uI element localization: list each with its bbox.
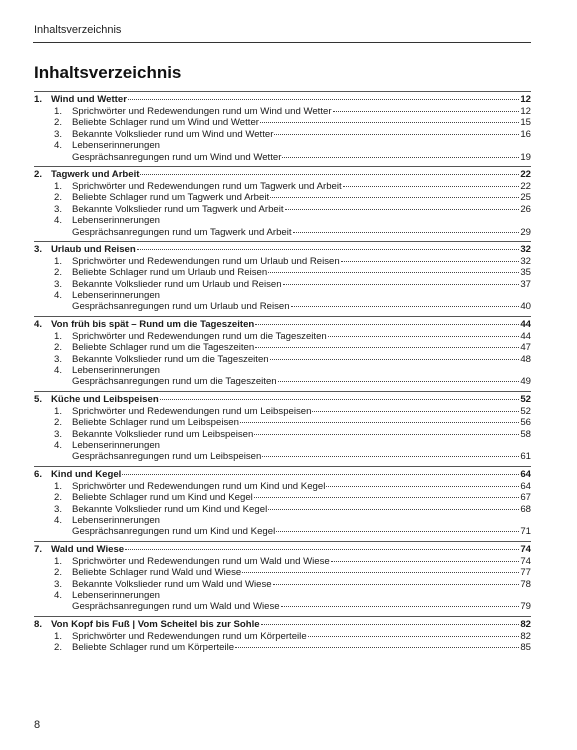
chapter-page: 32	[520, 243, 531, 255]
subentry-page: 56	[520, 417, 531, 429]
dot-leader	[285, 209, 520, 210]
subentry-text: Bekannte Volkslieder rund um Tagwerk und Arbeit	[72, 203, 284, 215]
dot-leader	[235, 647, 519, 648]
toc-section	[34, 91, 531, 163]
subentry-page: 49	[520, 376, 531, 388]
subentry-number: 2.	[54, 417, 63, 429]
toc-chapter-entry[interactable]	[34, 244, 531, 256]
dot-leader	[282, 157, 519, 158]
chapter-page: 12	[520, 94, 531, 105]
subentry-text: Gesprächsanregungen rund um Leibspeisen	[72, 451, 262, 463]
subentry-page: 44	[520, 330, 531, 342]
subentry-page: 71	[520, 526, 531, 538]
toc-subentry[interactable]	[34, 567, 531, 578]
dot-leader	[278, 381, 520, 382]
subentry-number: 3.	[54, 503, 63, 515]
toc-subentry[interactable]	[34, 515, 531, 526]
chapter-title: Tagwerk und Arbeit	[51, 168, 140, 180]
subentry-text: Sprichwörter und Redewendungen rund um Tagwerk und Arbeit	[72, 180, 342, 192]
dot-leader	[268, 509, 519, 510]
subentry-number: 3.	[54, 278, 63, 290]
subentry-text: Sprichwörter und Redewendungen rund um Urlaub und Reisen	[72, 255, 340, 267]
dot-leader	[343, 186, 520, 187]
toc-section	[34, 466, 531, 538]
toc-subentry[interactable]	[34, 106, 531, 117]
dot-leader	[326, 486, 519, 487]
dot-leader	[240, 422, 519, 423]
dot-leader	[254, 497, 520, 498]
subentry-number: 4.	[54, 439, 63, 451]
subentry-number: 2.	[54, 192, 63, 204]
chapter-title: Urlaub und Reisen	[51, 243, 136, 255]
subentry-text: Sprichwörter und Redewendungen rund um Wind und Wetter	[72, 106, 332, 117]
subentry-number: 4.	[54, 589, 63, 601]
toc-subentry[interactable]	[34, 215, 531, 226]
subentry-text: Bekannte Volkslieder rund um die Tageszeiten	[72, 353, 269, 365]
toc-subentry[interactable]	[34, 556, 531, 567]
subentry-number: 3.	[54, 428, 63, 440]
toc-chapter-entry[interactable]	[34, 169, 531, 181]
chapter-title: Von früh bis spät – Rund um die Tageszeiten	[51, 318, 255, 330]
subentry-number: 4.	[54, 215, 63, 227]
subentry-page: 48	[520, 353, 531, 365]
dot-leader	[281, 606, 520, 607]
dot-leader	[312, 411, 519, 412]
subentry-text: Lebenserinnerungen	[72, 215, 161, 227]
chapter-title: Wind und Wetter	[51, 94, 127, 105]
subentry-text: Beliebte Schlager rund um Kind und Kegel	[72, 492, 253, 504]
dot-leader	[341, 261, 520, 262]
toc-subentry[interactable]	[34, 417, 531, 428]
subentry-text: Lebenserinnerungen	[72, 290, 161, 302]
subentry-page: 40	[520, 301, 531, 313]
toc-subentry[interactable]	[34, 631, 531, 642]
subentry-text: Lebenserinnerungen	[72, 589, 161, 601]
toc-chapter-entry[interactable]	[34, 619, 531, 631]
subentry-number: 3.	[54, 578, 63, 590]
subentry-number: 1.	[54, 330, 63, 342]
chapter-number: 5.	[34, 393, 43, 405]
toc-subentry[interactable]	[34, 129, 531, 140]
dot-leader	[254, 434, 519, 435]
subentry-page: 68	[520, 503, 531, 515]
header-rule	[33, 42, 531, 43]
subentry-text: Lebenserinnerungen	[72, 439, 161, 451]
toc-subentry-continuation[interactable]	[34, 526, 531, 537]
subentry-number: 4.	[54, 140, 63, 152]
subentry-text: Bekannte Volkslieder rund um Kind und Kegel	[72, 503, 268, 515]
toc-subentry[interactable]	[34, 492, 531, 503]
toc-subentry[interactable]	[34, 354, 531, 365]
subentry-number: 1.	[54, 106, 63, 117]
toc-subentry[interactable]	[34, 331, 531, 342]
toc-subentry[interactable]	[34, 406, 531, 417]
subentry-text: Gesprächsanregungen rund um Tagwerk und Arbeit	[72, 226, 292, 238]
dot-leader	[328, 336, 520, 337]
chapter-number: 1.	[34, 94, 43, 105]
dot-leader	[262, 456, 519, 457]
subentry-text: Beliebte Schlager rund um Leibspeisen	[72, 417, 239, 429]
dot-leader	[255, 324, 519, 325]
subentry-number: 1.	[54, 180, 63, 192]
subentry-number: 4.	[54, 514, 63, 526]
subentry-page: 85	[520, 642, 531, 654]
subentry-text: Gesprächsanregungen rund um Wind und Wetter	[72, 151, 282, 163]
toc-subentry[interactable]	[34, 504, 531, 515]
dot-leader	[122, 474, 519, 475]
subentry-number: 2.	[54, 567, 63, 579]
subentry-page: 22	[520, 180, 531, 192]
subentry-number: 2.	[54, 492, 63, 504]
dot-leader	[293, 232, 520, 233]
toc-subentry[interactable]	[34, 365, 531, 376]
dot-leader	[260, 122, 519, 123]
toc-section	[34, 166, 531, 238]
subentry-text: Beliebte Schlager rund um Wind und Wetter	[72, 117, 259, 129]
subentry-text: Beliebte Schlager rund um die Tageszeiten	[72, 342, 255, 354]
subentry-page: 67	[520, 492, 531, 504]
subentry-number: 3.	[54, 353, 63, 365]
dot-leader	[255, 347, 519, 348]
subentry-number: 1.	[54, 405, 63, 417]
dot-leader	[270, 359, 520, 360]
toc-subentry[interactable]	[34, 192, 531, 203]
subentry-page: 78	[520, 578, 531, 590]
subentry-page: 35	[520, 267, 531, 279]
dot-leader	[242, 572, 519, 573]
subentry-page: 19	[520, 151, 531, 163]
subentry-text: Beliebte Schlager rund um Körperteile	[72, 642, 235, 654]
toc-subentry[interactable]	[34, 117, 531, 128]
dot-leader	[333, 111, 520, 112]
toc-subentry[interactable]	[34, 642, 531, 653]
subentry-number: 4.	[54, 290, 63, 302]
subentry-page: 26	[520, 203, 531, 215]
subentry-page: 12	[520, 106, 531, 117]
toc-subentry-continuation[interactable]	[34, 152, 531, 163]
toc-subentry-continuation[interactable]	[34, 227, 531, 238]
dot-leader	[125, 549, 519, 550]
chapter-number: 7.	[34, 543, 43, 555]
subentry-number: 1.	[54, 480, 63, 492]
toc-subentry[interactable]	[34, 342, 531, 353]
subentry-text: Sprichwörter und Redewendungen rund um Kind und Kegel	[72, 480, 326, 492]
chapter-number: 4.	[34, 318, 43, 330]
chapter-page: 52	[520, 393, 531, 405]
dot-leader	[274, 134, 519, 135]
subentry-page: 32	[520, 255, 531, 267]
subentry-number: 4.	[54, 365, 63, 377]
subentry-text: Bekannte Volkslieder rund um Wind und Wetter	[72, 128, 274, 140]
subentry-page: 37	[520, 278, 531, 290]
subentry-text: Lebenserinnerungen	[72, 140, 161, 152]
toc-section	[34, 616, 531, 654]
dot-leader	[268, 272, 519, 273]
subentry-page: 82	[520, 630, 531, 642]
subentry-text: Beliebte Schlager rund um Tagwerk und Arbeit	[72, 192, 270, 204]
subentry-text: Gesprächsanregungen rund um die Tageszeiten	[72, 376, 277, 388]
chapter-page: 22	[520, 168, 531, 180]
subentry-page: 74	[520, 555, 531, 567]
toc-section	[34, 391, 531, 463]
subentry-text: Gesprächsanregungen rund um Wald und Wiese	[72, 601, 280, 613]
toc-subentry-continuation[interactable]	[34, 376, 531, 387]
chapter-number: 8.	[34, 618, 43, 630]
toc-subentry[interactable]	[34, 481, 531, 492]
subentry-text: Bekannte Volkslieder rund um Urlaub und Reisen	[72, 278, 282, 290]
dot-leader	[291, 306, 520, 307]
chapter-title: Kind und Kegel	[51, 468, 122, 480]
chapter-number: 6.	[34, 468, 43, 480]
dot-leader	[283, 284, 520, 285]
subentry-number: 2.	[54, 117, 63, 129]
subentry-text: Bekannte Volkslieder rund um Leibspeisen	[72, 428, 254, 440]
toc-subentry[interactable]	[34, 256, 531, 267]
subentry-number: 2.	[54, 342, 63, 354]
toc-chapter-entry[interactable]	[34, 94, 531, 106]
chapter-page: 64	[520, 468, 531, 480]
subentry-page: 16	[520, 128, 531, 140]
chapter-number: 2.	[34, 168, 43, 180]
chapter-page: 82	[520, 618, 531, 630]
subentry-text: Lebenserinnerungen	[72, 365, 161, 377]
toc-chapter-entry[interactable]	[34, 319, 531, 331]
subentry-page: 47	[520, 342, 531, 354]
dot-leader	[137, 249, 520, 250]
subentry-number: 3.	[54, 128, 63, 140]
toc-section	[34, 541, 531, 613]
chapter-page: 74	[520, 543, 531, 555]
subentry-text: Bekannte Volkslieder rund um Wald und Wiese	[72, 578, 272, 590]
subentry-number: 2.	[54, 642, 63, 654]
subentry-text: Lebenserinnerungen	[72, 514, 161, 526]
toc-subentry-continuation[interactable]	[34, 601, 531, 612]
page-number: 8	[34, 719, 41, 731]
subentry-text: Sprichwörter und Redewendungen rund um die Tageszeiten	[72, 330, 327, 342]
toc-subentry-continuation[interactable]	[34, 451, 531, 462]
chapter-title: Küche und Leibspeisen	[51, 393, 159, 405]
dot-leader	[273, 584, 520, 585]
subentry-text: Gesprächsanregungen rund um Urlaub und Reisen	[72, 301, 290, 313]
subentry-text: Gesprächsanregungen rund um Kind und Kegel	[72, 526, 276, 538]
running-header: Inhaltsverzeichnis	[34, 24, 122, 36]
toc-chapter-entry[interactable]	[34, 394, 531, 406]
toc-subentry[interactable]	[34, 440, 531, 451]
toc-subentry[interactable]	[34, 267, 531, 278]
toc-subentry-continuation[interactable]	[34, 301, 531, 312]
toc-subentry[interactable]	[34, 279, 531, 290]
subentry-page: 52	[520, 405, 531, 417]
subentry-page: 58	[520, 428, 531, 440]
toc-subentry[interactable]	[34, 290, 531, 301]
subentry-page: 64	[520, 480, 531, 492]
subentry-number: 1.	[54, 630, 63, 642]
page-title: Inhaltsverzeichnis	[34, 63, 182, 82]
subentry-page: 29	[520, 226, 531, 238]
subentry-text: Sprichwörter und Redewendungen rund um Leibspeisen	[72, 405, 312, 417]
dot-leader	[276, 531, 519, 532]
subentry-text: Sprichwörter und Redewendungen rund um Körperteile	[72, 630, 307, 642]
dot-leader	[160, 399, 520, 400]
subentry-text: Beliebte Schlager rund Wald und Wiese	[72, 567, 242, 579]
toc-subentry[interactable]	[34, 140, 531, 151]
table-of-contents	[34, 91, 531, 656]
subentry-text: Sprichwörter und Redewendungen rund um Wald und Wiese	[72, 555, 330, 567]
toc-chapter-entry[interactable]	[34, 544, 531, 556]
toc-chapter-entry[interactable]	[34, 469, 531, 481]
toc-subentry[interactable]	[34, 429, 531, 440]
chapter-title: Wald und Wiese	[51, 543, 125, 555]
dot-leader	[261, 624, 520, 625]
toc-subentry[interactable]	[34, 590, 531, 601]
toc-subentry[interactable]	[34, 579, 531, 590]
chapter-number: 3.	[34, 243, 43, 255]
subentry-page: 15	[520, 117, 531, 129]
dot-leader	[128, 99, 519, 100]
subentry-number: 1.	[54, 255, 63, 267]
subentry-page: 61	[520, 451, 531, 463]
toc-section	[34, 241, 531, 313]
dot-leader	[270, 197, 519, 198]
toc-subentry[interactable]	[34, 204, 531, 215]
subentry-number: 3.	[54, 203, 63, 215]
subentry-page: 79	[520, 601, 531, 613]
dot-leader	[308, 636, 520, 637]
chapter-page: 44	[520, 318, 531, 330]
subentry-page: 25	[520, 192, 531, 204]
chapter-title: Von Kopf bis Fuß | Vom Scheitel bis zur Sohle	[51, 618, 260, 630]
subentry-number: 1.	[54, 555, 63, 567]
toc-subentry[interactable]	[34, 181, 531, 192]
dot-leader	[140, 174, 519, 175]
dot-leader	[331, 561, 520, 562]
subentry-page: 77	[520, 567, 531, 579]
subentry-text: Beliebte Schlager rund um Urlaub und Reisen	[72, 267, 268, 279]
toc-section	[34, 316, 531, 388]
subentry-number: 2.	[54, 267, 63, 279]
